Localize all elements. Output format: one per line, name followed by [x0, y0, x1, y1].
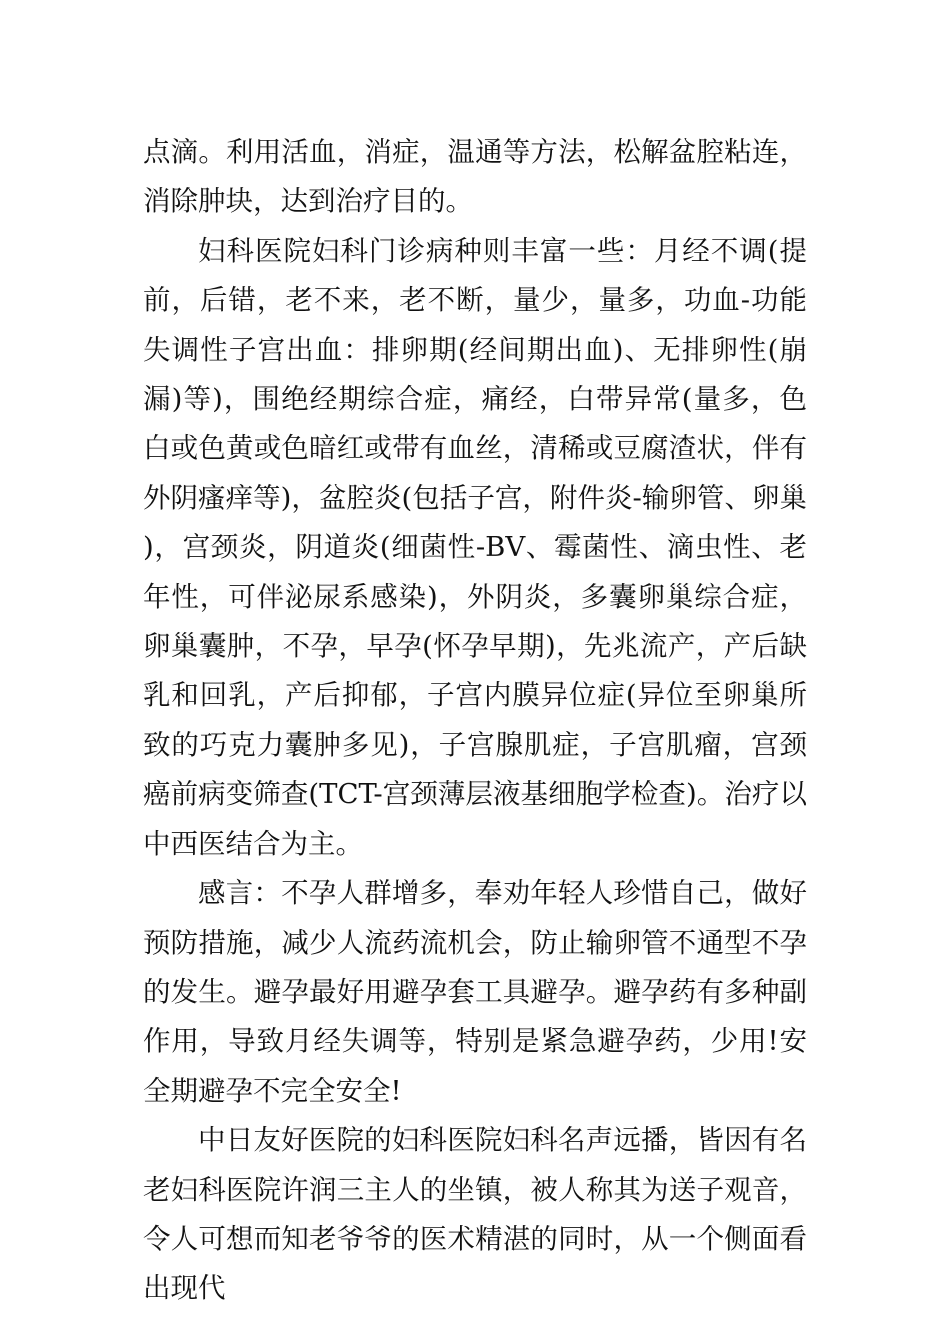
document-body: [143, 128, 807, 1314]
paragraph-continuation: 点滴。利用活血，消症，温通等方法，松解盆腔粘连，消除肿块，达到治疗目的。: [143, 136, 807, 218]
paragraph-gynecology-conditions: 妇科医院妇科门诊病种则丰富一些：月经不调(提前，后错，老不来，老不断，量少，量多，功血-功能失调性子宫出血：排卵期(经间期出血)、无排卵性(崩漏)等)，围绝经期综合症，痛经，白带异常(量多，色白或色黄或色暗红或带有血丝，清稀或豆腐渣状，伴有外阴瘙痒等)，盆腔炎(包括子宫，附件炎-输卵管、卵巢)，宫颈炎，阴道炎(细菌性-BV、霉菌性、滴虫性、老年性，可伴泌尿系感染)，外阴炎，多囊卵巢综合症，卵巢囊肿，不孕，早孕(怀孕早期)，先兆流产，产后缺乳和回乳，产后抑郁，子宫内膜异位症(异位至卵巢所致的巧克力囊肿多见)，子宫腺肌症，子宫肌瘤，宫颈癌前病变筛查(TCT-宫颈薄层液基细胞学检查)。治疗以中西医结合为主。: [143, 234, 807, 860]
paragraph-china-japan-hospital: 中日友好医院的妇科医院妇科名声远播，皆因有名老妇科医院许润三主人的坐镇，被人称其为送子观音，令人可想而知老爷爷的医术精湛的同时，从一个侧面看出现代: [143, 1124, 807, 1305]
paragraph-reflections: 感言：不孕人群增多，奉劝年轻人珍惜自己，做好预防措施，减少人流药流机会，防止输卵管不通型不孕的发生。避孕最好用避孕套工具避孕。避孕药有多种副作用，导致月经失调等，特别是紧急避孕药，少用!安全期避孕不完全安全!: [143, 877, 807, 1107]
